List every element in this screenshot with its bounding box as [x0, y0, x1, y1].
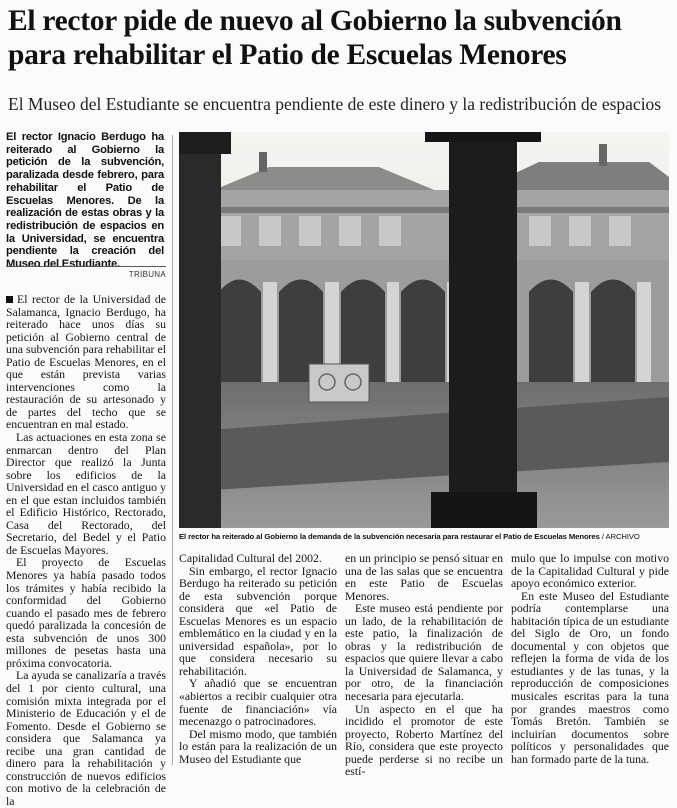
body-paragraph: en un principio se pensó situar en una de las salas que se encuentra en este Patio de Escuelas Menores. — [345, 551, 503, 603]
body-paragraph: Las actuaciones en esta zona se enmarcan dentro del Plan Director que realizó la Junta sobre los edificios de la Universidad en el casco antiguo y en el que estan incluidos también el Edificio Histórico, Rectorado, Casa del Rectorado, del Secretario, del Bedel y el Patio de Escuelas Mayores. — [6, 430, 166, 557]
body-paragraph: La ayuda se canalizaría a través del 1 por ciento cultural, una comisión mixta integrada por el Ministerio de Educación y el de Fomento. Desde el Gobierno se considera que Salamanca ya recibe una gran cantidad de dinero para la rehabilitación y construcción de nuevos edificios con motivo de la celebración de la — [6, 668, 166, 808]
column-divider — [172, 135, 173, 765]
body-paragraph: Este museo está pendiente por un lado, de la rehabilitación de este patio, la finalización de obras y la redistribución de espacios que quiere llevar a cabo la Universidad de Salamanca, y por otro, de la financiación necesaria para ejecutarla. — [345, 601, 503, 704]
body-paragraph: En este Museo del Estudiante podría contemplarse una habitación típica de un estudiante del Siglo de Oro, un fondo documental y con objetos que reflejen la forma de vida de los estudiantes y de las tunas, y la reproducción de composiciones musicales escritas para la tuna por grandes maestros como Tomás Bretón. También se incluirían documentos sobre políticos y personalidades que han formado parte de la tuna. — [511, 588, 669, 766]
square-bullet-icon — [6, 296, 13, 303]
body-paragraph: Capitalidad Cultural del 2002. — [179, 551, 322, 565]
lead-paragraph: El rector Ignacio Berdugo ha reiterado al Gobierno la petición de la subvención, paralizada desde febrero, para rehabilitar el Patio de Escuelas Menores. De la realización de estas obras y la redistribución de espacios en la Universidad, se encuentra pendiente la creación del Museo del Estudiante. — [6, 131, 164, 271]
body-column-3 — [345, 552, 503, 778]
body-paragraph: mulo que lo impulse con motivo de la Capitalidad Cultural y pide apoyo económico exterior. — [511, 551, 669, 591]
body-paragraph: Y añadió que se encuentran «abiertos a recibir cualquier otra fuente de financiación» vía mecenazgo o patrocinadores. — [179, 676, 337, 729]
body-column-1 — [6, 293, 166, 807]
body-paragraph: El proyecto de Escuelas Menores ya había pasado todos los trámites y había recibido la conformidad del Gobierno cuando el pasado mes de febrero quedó paralizada la concesión de esta subvención de unos 300 millones de pesetas hasta una próxima convocatoria. — [6, 555, 166, 670]
byline: TRIBUNA — [128, 270, 166, 279]
courtyard-photo — [179, 132, 669, 528]
photo-caption: El rector ha reiterado al Gobierno la demanda de la subvención necesaria para restaurar el Patio de Escuelas Menores / ARCHIVO — [179, 532, 640, 541]
photo-credit: / ARCHIVO — [599, 532, 640, 541]
body-paragraph: Sin embargo, el rector Ignacio Berdugo ha reiterado su petición de esta subvención porque considera que «el Patio de Escuelas Menores es un espacio emblemático en la ciudad y en la universidad española», por lo que considera necesario su rehabilitación. — [179, 563, 337, 678]
headline: El rector pide de nuevo al Gobierno la subvención para rehabilitar el Patio de Escuelas Menores — [8, 5, 622, 71]
body-paragraph: El rector de la Universidad de Salamanca, Ignacio Berdugo, ha reiterado hace unos días su petición al Gobierno central de una subvención para rehabilitar el Patio de Escuelas Menores, en el que están prevista varias intervenciones como la restauración de su artesonado y de partes del techo que se encuentran en mal estado. — [6, 292, 166, 432]
body-paragraph: Un aspecto en el que ha incidido el promotor de este proyecto, Roberto Martínez del Río, considera que este proyecto puede perderse si no recibe un estí- — [345, 701, 503, 779]
divider — [6, 266, 166, 267]
subheadline: El Museo del Estudiante se encuentra pendiente de este dinero y la redistribución de espacios — [8, 94, 662, 114]
body-paragraph: Del mismo modo, que también lo están para la realización de un Museo del Estudiante que — [179, 726, 337, 766]
body-column-2 — [179, 552, 337, 765]
body-column-4 — [511, 552, 669, 765]
